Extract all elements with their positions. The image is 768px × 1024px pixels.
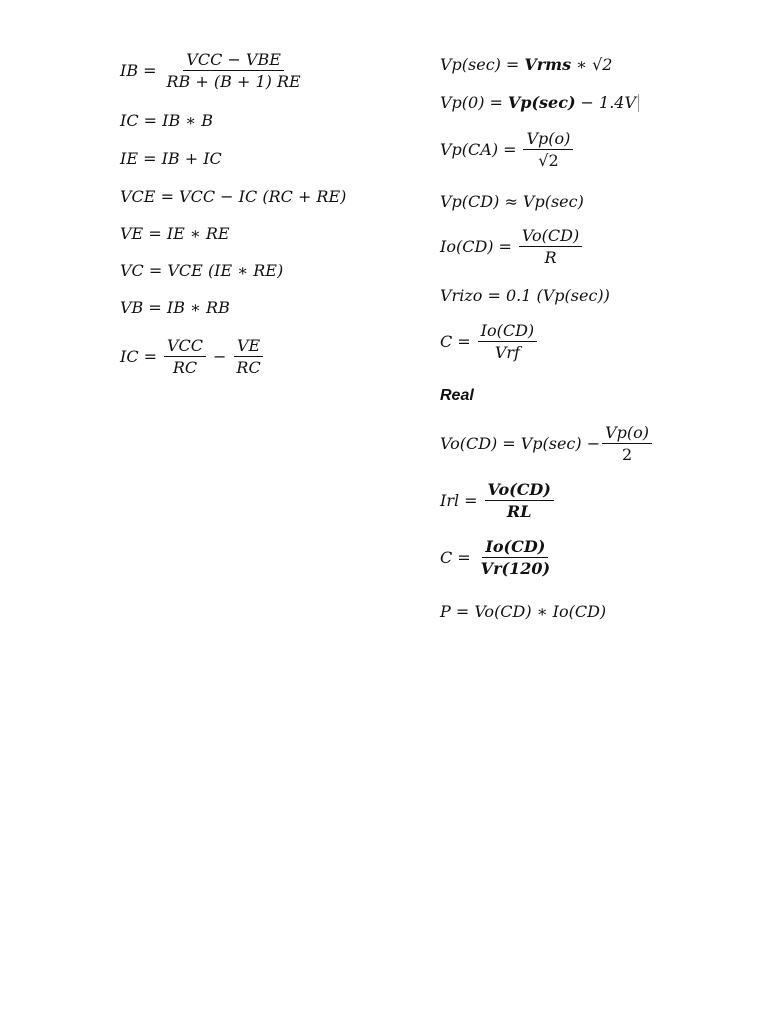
- equals-sign: =: [457, 332, 471, 351]
- vp-o-numerator: Vp(o): [602, 425, 652, 444]
- c-vr120-equation: [440, 539, 555, 577]
- io-cd-lhs: Io(CD): [440, 237, 494, 256]
- c-vrf-fraction: [478, 323, 538, 361]
- ib-lhs: IB: [120, 61, 139, 80]
- vo-cd-equation: [440, 425, 654, 463]
- c-lhs: C: [440, 332, 453, 351]
- rc-denominator: RC: [172, 358, 198, 377]
- vr120-denominator: Vr(120): [480, 559, 551, 578]
- ib-numerator: VCC − VBE: [183, 52, 284, 71]
- vp-sec-minus-term: Vp(sec) −: [520, 434, 601, 453]
- vrizo-text: Vrizo = 0.1 (Vp(sec)): [440, 286, 610, 305]
- sqrt2-denominator: √2: [538, 151, 559, 170]
- irl-fraction: [485, 482, 554, 520]
- ve-equation: [120, 226, 230, 242]
- rl-denominator: RL: [506, 502, 532, 521]
- vrf-denominator: Vrf: [494, 343, 520, 362]
- irl-equation: [440, 482, 556, 520]
- io-cd-numerator: Io(CD): [482, 539, 548, 558]
- ic-equation: [120, 113, 213, 129]
- irl-lhs: Irl: [440, 491, 460, 510]
- c-vr120-fraction: [478, 539, 553, 577]
- equals-sign: =: [457, 548, 471, 567]
- ib-equation: [120, 52, 306, 90]
- c-vrf-equation: [440, 323, 539, 361]
- vo-cd-lhs: Vo(CD): [440, 434, 498, 453]
- ib-fraction: [163, 52, 303, 90]
- equals-sign: =: [498, 237, 512, 256]
- ie-equation: [120, 151, 222, 167]
- io-cd-numerator: Io(CD): [478, 323, 538, 342]
- equals-sign: =: [143, 347, 157, 366]
- diode-drop-term: − 1.4V: [580, 93, 637, 112]
- vp-ca-equation: [440, 131, 575, 169]
- vp-cd-text: Vp(CD) ≈ Vp(sec): [440, 192, 584, 211]
- real-heading: Real: [440, 387, 474, 404]
- ie-text: IE = IB + IC: [120, 149, 222, 168]
- vp-ca-fraction: [523, 131, 573, 169]
- equals-sign: =: [489, 93, 503, 112]
- equals-sign: =: [505, 55, 520, 74]
- vce-equation: [120, 189, 346, 205]
- vcc-over-rc-fraction: [164, 338, 206, 376]
- vp-sec-lhs: Vp(sec): [440, 55, 501, 74]
- ve-text: VE = IE ∗ RE: [120, 224, 230, 243]
- rc-denominator: RC: [236, 358, 261, 377]
- equals-sign: =: [143, 61, 157, 80]
- vrizo-equation: [440, 288, 610, 304]
- vp-o-over-2-fraction: [602, 425, 652, 463]
- ib-denominator: RB + (B + 1) RE: [166, 72, 301, 91]
- equals-sign: =: [502, 434, 516, 453]
- vp-o-numerator: Vp(o): [523, 131, 573, 150]
- ve-numerator: VE: [234, 338, 263, 357]
- vb-equation: [120, 300, 230, 316]
- text-cursor: [638, 94, 639, 112]
- io-cd-fraction: [519, 228, 582, 266]
- vcc-numerator: VCC: [164, 338, 206, 357]
- power-equation: [440, 604, 606, 620]
- minus-sign: −: [213, 347, 227, 366]
- power-text: P = Vo(CD) ∗ Io(CD): [440, 602, 607, 621]
- vc-text: VC = VCE (IE ∗ RE): [120, 261, 284, 280]
- io-cd-equation: [440, 228, 584, 266]
- vp-cd-equation: [440, 194, 584, 210]
- two-denominator: 2: [621, 445, 633, 464]
- ic-split-equation: [120, 338, 266, 376]
- sqrt2-term: ∗ √2: [576, 55, 613, 74]
- ic-split-lhs: IC: [120, 347, 139, 366]
- equals-sign: =: [503, 140, 517, 159]
- c-lhs: C: [440, 548, 453, 567]
- vp-ca-lhs: Vp(CA): [440, 140, 499, 159]
- vb-text: VB = IB ∗ RB: [120, 298, 230, 317]
- vc-equation: [120, 263, 283, 279]
- r-denominator: R: [544, 248, 557, 267]
- vce-text: VCE = VCC − IC (RC + RE): [120, 187, 347, 206]
- vo-cd-numerator: Vo(CD): [485, 482, 554, 501]
- vp0-equation: [440, 94, 639, 112]
- vp-sec-equation: [440, 57, 612, 73]
- ic-text: IC = IB ∗ B: [120, 111, 214, 130]
- vrms-term: Vrms: [524, 55, 572, 74]
- vp-sec-term: Vp(sec): [507, 93, 576, 112]
- equals-sign: =: [464, 491, 478, 510]
- ve-over-rc-fraction: [233, 338, 263, 376]
- vo-cd-numerator: Vo(CD): [519, 228, 582, 247]
- vp0-lhs: Vp(0): [440, 93, 485, 112]
